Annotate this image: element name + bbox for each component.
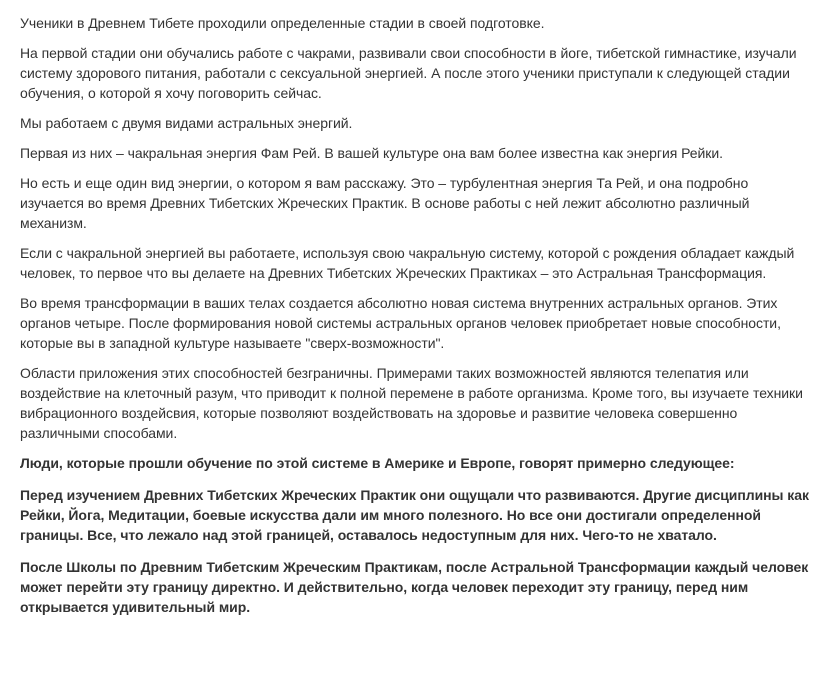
- paragraph-two-energies: Мы работаем с двумя видами астральных энергий.: [20, 115, 353, 131]
- paragraph-testimonials-intro: Люди, которые прошли обучение по этой системе в Америке и Европе, говорят примерно следующее:: [20, 455, 735, 471]
- paragraph-before-study: Перед изучением Древних Тибетских Жреческих Практик они ощущали что развиваются. Другие дисциплины как Рейки, Йога, Медитации, боевые искусства дали им много полезного. Но все они достигали определенной границы. Все, что лежало над этой границей, оставалось недоступным для них. Чего-то не хватало.: [20, 487, 809, 543]
- paragraph-intro: Ученики в Древнем Тибете проходили определенные стадии в своей подготовке.: [20, 15, 545, 31]
- paragraph-fam-rei: Первая из них – чакральная энергия Фам Рей. В вашей культуре она вам более известна как энергия Рейки.: [20, 145, 723, 161]
- paragraph-ta-rei: Но есть и еще один вид энергии, о котором я вам расскажу. Это – турбулентная энергия Та Рей, и она подробно изучается во время Древних Тибетских Жреческих Практик. В основе работы с ней лежит абсолютно различный механизм.: [20, 175, 750, 231]
- paragraph-first-stage: На первой стадии они обучались работе с чакрами, развивали свои способности в йоге, тибетской гимнастике, изучали систему здорового питания, работали с сексуальной энергией. А после этого ученики приступали к следующей стадии обучения, о которой я хочу поговорить сейчас.: [20, 45, 797, 101]
- paragraph-astral-transformation: Если с чакральной энергией вы работаете, используя свою чакральную систему, которой с рождения обладает каждый человек, то первое что вы делаете на Древних Тибетских Жреческих Практиках – это Астральная Трансформация.: [20, 245, 795, 281]
- paragraph-after-school: После Школы по Древним Тибетским Жреческим Практикам, после Астральной Трансформации каждый человек может перейти эту границу директно. И действительно, когда человек переходит эту границу, перед ним открывается удивительный мир.: [20, 559, 809, 615]
- paragraph-astral-organs: Во время трансформации в ваших телах создается абсолютно новая система внутренних астральных органов. Этих органов четыре. После формирования новой системы астральных органов человек приобретает новые способности, которые вы в западной культуре называете "сверх-возможности".: [20, 295, 781, 351]
- paragraph-applications: Области приложения этих способностей безграничны. Примерами таких возможностей являются телепатия или воздействие на клеточный разум, что приводит к полной перемене в работе организма. Кроме того, вы изучаете техники вибрационного воздейсвия, которые позволяют воздействовать на здоровье и развитие человека совершенно различными способами.: [20, 365, 803, 441]
